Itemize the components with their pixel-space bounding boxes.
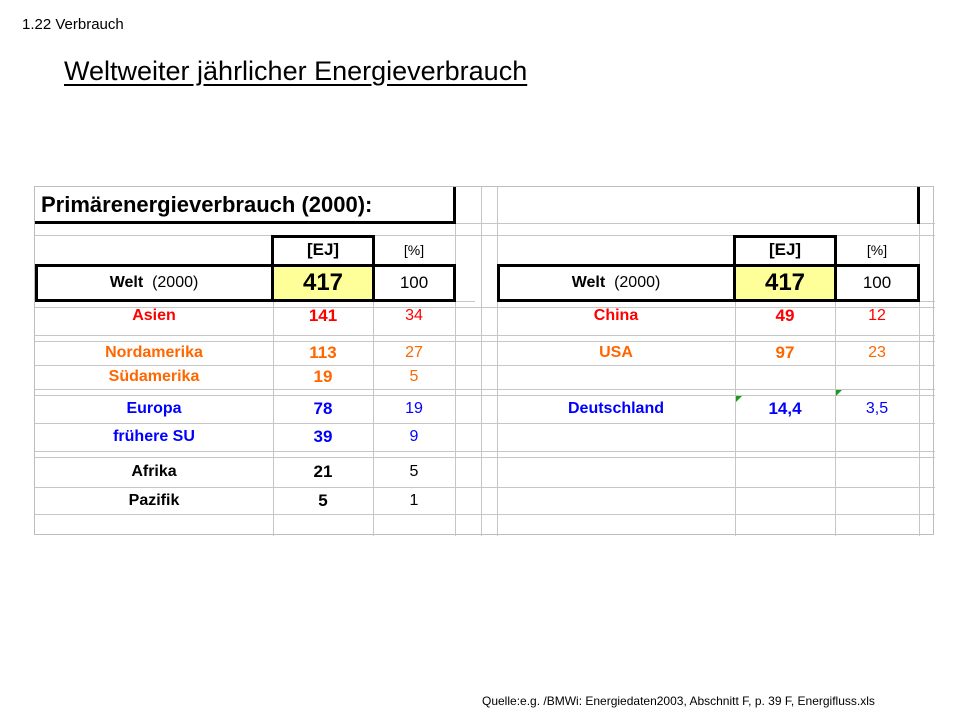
value-pct-afrika: 5: [409, 463, 419, 480]
title-border: [917, 187, 920, 224]
value-ej-europa: 78: [313, 399, 333, 418]
source-note: Quelle:e.g. /BMWi: Energiedaten2003, Abschnitt F, p. 39 F, Energifluss.xls: [482, 694, 875, 708]
value-pct-asien: 34: [405, 307, 423, 324]
value-pct-welt-right: 100: [862, 272, 892, 292]
region-year: (2000): [152, 273, 199, 291]
value-pct-deutschland: 3,5: [865, 400, 889, 417]
header-ej-left: [EJ]: [306, 240, 340, 259]
row-label-welt-left: [35, 265, 273, 300]
value-ej-welt-left: 417: [302, 268, 344, 296]
header-pct-right: [%]: [866, 242, 888, 258]
row-label-deutschland: Deutschland: [567, 400, 664, 417]
grid-line: [35, 514, 935, 515]
grid-line: [35, 451, 935, 452]
header-ej-right: [EJ]: [768, 240, 802, 259]
row-label-europa: Europa: [126, 400, 182, 417]
value-ej-afrika: 21: [313, 462, 333, 481]
spreadsheet: [34, 186, 934, 535]
value-pct-usa: 23: [868, 344, 886, 361]
value-pct-fruehere-su: 9: [409, 428, 419, 445]
grid-line: [35, 389, 935, 390]
value-ej-usa: 97: [775, 343, 795, 362]
title-border: [35, 221, 455, 224]
value-pct-pazifik: 1: [409, 491, 419, 509]
comment-marker-icon: [836, 390, 842, 396]
value-ej-suedamerika: 19: [313, 367, 333, 386]
header-pct-left: [%]: [403, 242, 425, 258]
page-title: Weltweiter jährlicher Energieverbrauch: [64, 56, 528, 86]
value-ej-pazifik: 5: [318, 490, 328, 510]
value-pct-suedamerika: 5: [409, 368, 419, 385]
value-ej-fruehere-su: 39: [313, 427, 333, 446]
grid-line: [481, 187, 482, 536]
row-label-pazifik: Pazifik: [128, 491, 180, 509]
grid-line: [455, 187, 456, 536]
value-pct-china: 12: [868, 307, 886, 324]
region-year: (2000): [614, 273, 661, 291]
row-label-china: China: [593, 307, 639, 324]
row-label-suedamerika: Südamerika: [108, 368, 200, 385]
value-pct-nordamerika: 27: [405, 344, 423, 361]
row-label-afrika: Afrika: [131, 463, 177, 480]
row-label-fruehere-su: frühere SU: [113, 428, 195, 445]
row-label-welt-right: [497, 265, 735, 300]
value-pct-welt-left: 100: [399, 272, 429, 292]
row-label-usa: USA: [599, 344, 633, 361]
value-pct-europa: 19: [405, 400, 423, 417]
value-ej-china: 49: [775, 306, 795, 325]
value-ej-asien: 141: [308, 306, 338, 325]
section-number: 1.22 Verbrauch: [22, 16, 124, 33]
value-ej-nordamerika: 113: [309, 343, 337, 362]
grid-line: [919, 187, 920, 536]
row-label-asien: Asien: [132, 307, 176, 324]
title-border: [453, 187, 456, 224]
comment-marker-icon: [736, 396, 742, 402]
grid-line: [35, 335, 935, 336]
sheet-title: Primärenergieverbrauch (2000):: [41, 192, 373, 217]
region-name: Welt: [571, 273, 606, 291]
region-name: Welt: [109, 273, 144, 291]
value-ej-deutschland: 14,4: [768, 399, 802, 418]
row-label-nordamerika: Nordamerika: [105, 344, 203, 361]
value-ej-welt-right: 417: [764, 268, 806, 296]
